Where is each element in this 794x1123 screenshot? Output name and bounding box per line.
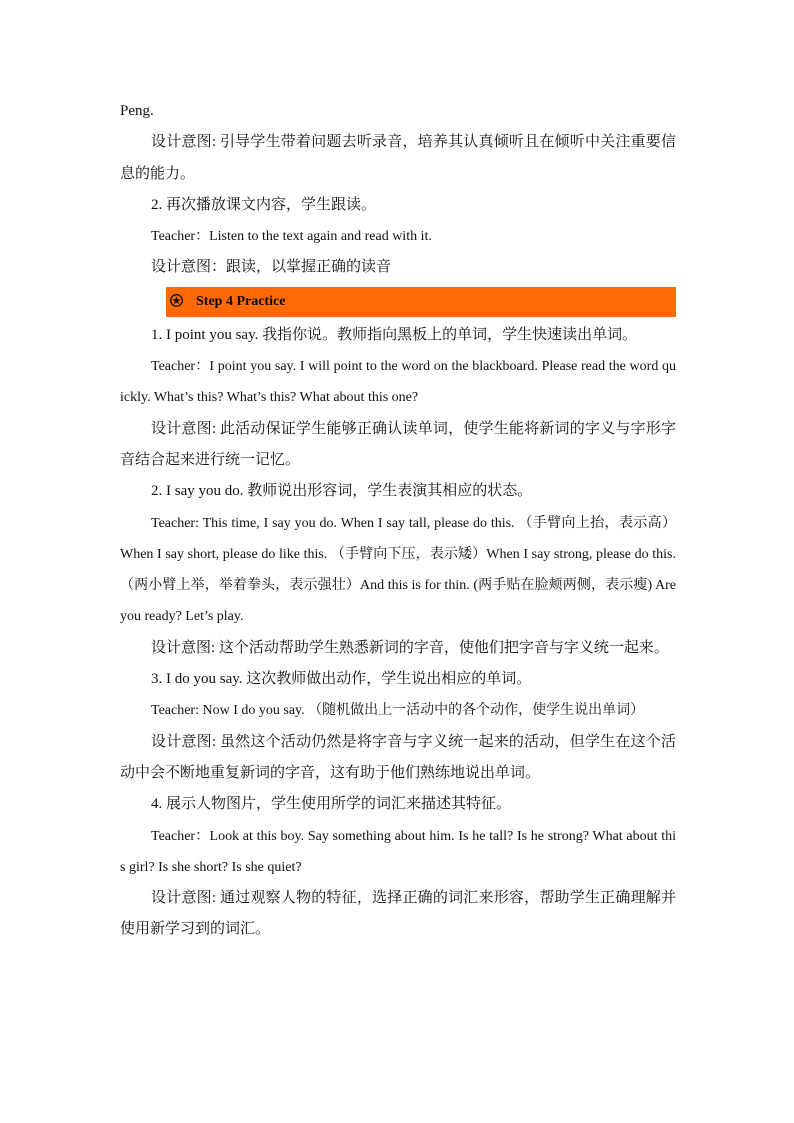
paragraph-teacher-listen: Teacher：Listen to the text again and read with it.: [151, 229, 432, 245]
paragraph-peng: Peng.: [120, 103, 154, 119]
paragraph-activity-4: 4. 展示人物图片，学生使用所学的词汇来描述其特征。: [151, 796, 512, 813]
paragraph-activity-2: 2. I say you do. 教师说出形容词，学生表演其相应的状态。: [151, 483, 533, 500]
paragraph-design-intent-6: 设计意图: 通过观察人物的特征，选择正确的词汇来形容，帮助学生正确理解并使用新学习到的词汇。: [120, 890, 676, 938]
paragraph-design-intent-4: 设计意图: 这个活动帮助学生熟悉新词的字音，使他们把字音与字义统一起来。: [151, 639, 669, 656]
paragraph-replay-text: 2. 再次播放课文内容，学生跟读。: [151, 196, 377, 213]
paragraph-teacher-look: Teacher：Look at this boy. Say something about him. Is he tall? Is he strong? What about this girl? Is she short? Is she quiet?: [120, 828, 676, 875]
paragraph-design-intent-5: 设计意图: 虽然这个活动仍然是将字音与字义统一起来的活动，但学生在这个活动中会不断地重复新词的字音，这有助于他们熟练地说出单词。: [120, 733, 676, 781]
document-body: [120, 96, 676, 946]
paragraph-teacher-say-do: Teacher: This time, I say you do. When I say tall, please do this. （手臂向上抬，表示高）When I say short, please do like this. （手臂向下压，表示矮）When I say strong, please do this. （两小臂上举，举着拳头，表示强壮）And this is for thin. (两手贴在脸颊两侧，表示瘦) Are you ready? Let’s play.: [120, 515, 676, 625]
paragraph-design-intent-2: 设计意图：跟读，以掌握正确的读音: [151, 259, 392, 276]
paragraph-design-intent-1: 设计意图: 引导学生带着问题去听录音，培养其认真倾听且在倾听中关注重要信息的能力。: [120, 134, 676, 182]
step-4-heading-bar: [166, 287, 676, 317]
paragraph-design-intent-3: 设计意图: 此活动保证学生能够正确认读单词，使学生能将新词的字义与字形字音结合起来进行统一记忆。: [120, 420, 676, 468]
paragraph-activity-1: 1. I point you say. 我指你说。教师指向黑板上的单词，学生快速读出单词。: [151, 326, 638, 343]
paragraph-activity-3: 3. I do you say. 这次教师做出动作，学生说出相应的单词。: [151, 671, 532, 688]
star-circle-icon: [170, 294, 183, 307]
paragraph-teacher-do-say: Teacher: Now I do you say. （随机做出上一活动中的各个动作，使学生说出单词）: [151, 703, 645, 719]
step-4-heading-label: Step 4 Practice: [196, 293, 286, 309]
paragraph-teacher-point: Teacher：I point you say. I will point to the word on the blackboard. Please read the word quickly. What’s this? What’s this? What about this one?: [120, 359, 676, 406]
